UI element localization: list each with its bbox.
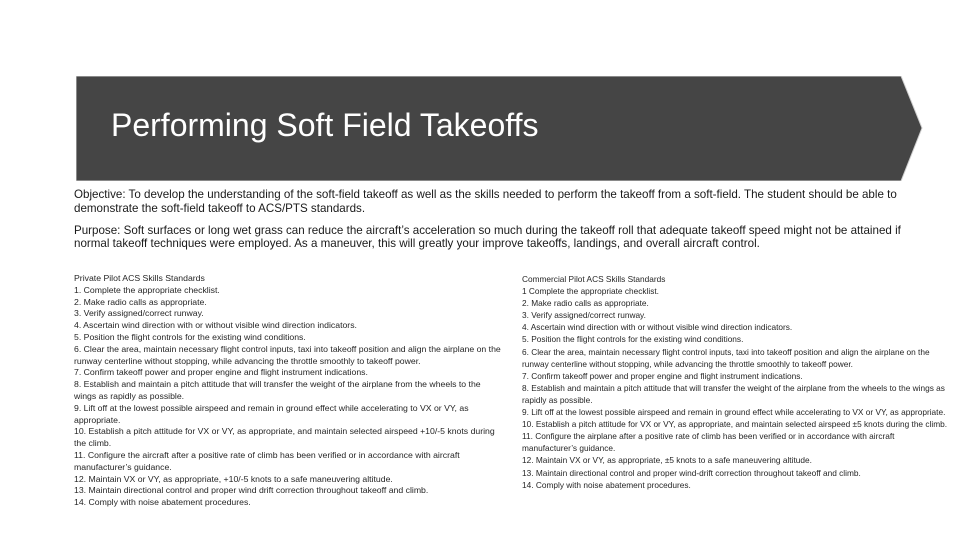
list-item: 3. Verify assigned/correct runway. (74, 308, 204, 319)
commercial-pilot-heading: Commercial Pilot ACS Skills Standards (522, 274, 666, 284)
list-item: 5. Position the flight controls for the existing wind conditions. (522, 334, 744, 345)
list-item: 9. Lift off at the lowest possible airspeed and remain in ground effect while accelerating to VX or VY, as appropriate. (522, 407, 946, 418)
list-item: 2. Make radio calls as appropriate. (74, 296, 207, 307)
list-item: 8. Establish and maintain a pitch attitude that will transfer the weight of the airplane from the wheels to the wings as rapidly as possible. (522, 382, 945, 405)
private-pilot-heading: Private Pilot ACS Skills Standards (74, 273, 205, 283)
commercial-pilot-standards (522, 273, 948, 491)
list-item: 10. Establish a pitch attitude for VX or VY, as appropriate, and maintain selected airspeed ±5 knots during the climb. (522, 419, 948, 430)
list-item: 6. Clear the area, maintain necessary flight control inputs, taxi into takeoff position and align the airplane on the runway centerline without stopping, while advancing the throttle smoothly to takeoff power. (522, 346, 930, 369)
list-item: 7. Confirm takeoff power and proper engine and flight instrument indications. (74, 367, 368, 378)
list-item: 7. Confirm takeoff power and proper engine and flight instrument indications. (522, 370, 803, 381)
list-item: 8. Establish and maintain a pitch attitude that will transfer the weight of the airplane from the wheels to the wings as rapidly as possible. (74, 379, 481, 401)
list-item: 10. Establish a pitch attitude for VX or VY, as appropriate, and maintain selected airspeed +10/-5 knots during the climb. (74, 426, 495, 449)
list-item: 4. Ascertain wind direction with or without visible wind direction indicators. (74, 320, 357, 331)
objective-text: Objective: To develop the understanding of the soft-field takeoff as well as the skills needed to perform the takeoff from a soft-field. The student should be able to demonstrate the soft-field takeoff to ACS/PTS standards. (74, 188, 897, 215)
list-item: 12. Maintain VX or VY, as appropriate, +10/-5 knots to a safe maneuvering altitude. (74, 473, 393, 484)
purpose-text: Purpose: Soft surfaces or long wet grass can reduce the aircraft’s acceleration so much during the takeoff roll that adequate takeoff speed might not be attained if normal takeoff techniques were employed. As a maneuver, this will greatly your improve takeoffs, landings, and overall aircraft control. (74, 224, 901, 250)
list-item: 3. Verify assigned/correct runway. (522, 310, 646, 321)
list-item: 11. Configure the airplane after a positive rate of climb has been verified or in accordance with aircraft manufacturer’s guidance. (522, 431, 895, 454)
list-item: 5. Position the flight controls for the existing wind conditions. (74, 331, 306, 342)
list-item: 9. Lift off at the lowest possible airspeed and remain in ground effect while accelerating to VX or VY, as appropriate. (74, 402, 469, 425)
list-item: 1 Complete the appropriate checklist. (522, 286, 659, 297)
list-item: 13. Maintain directional control and proper wind-drift correction throughout takeoff and climb. (522, 467, 861, 478)
page-title: Performing Soft Field Takeoffs (111, 107, 539, 143)
list-item: 6. Clear the area, maintain necessary flight control inputs, taxi into takeoff position and align the airplane on the runway centerline without stopping, while advancing the throttle smoothly to takeoff power. (74, 343, 501, 366)
list-item: 12. Maintain VX or VY, as appropriate, ±5 knots to a safe maneuvering altitude. (522, 455, 812, 466)
list-item: 4. Ascertain wind direction with or without visible wind direction indicators. (522, 322, 793, 333)
list-item: 14. Comply with noise abatement procedures. (522, 479, 691, 490)
list-item: 14. Comply with noise abatement procedures. (74, 497, 251, 508)
private-pilot-standards (74, 273, 502, 509)
list-item: 13. Maintain directional control and proper wind drift correction throughout takeoff and climb. (74, 485, 429, 496)
list-item: 11. Configure the aircraft after a positive rate of climb has been verified or in accordance with aircraft manufacturer’s guidance. (74, 449, 460, 472)
list-item: 2. Make radio calls as appropriate. (522, 298, 649, 309)
list-item: 1. Complete the appropriate checklist. (74, 284, 220, 295)
